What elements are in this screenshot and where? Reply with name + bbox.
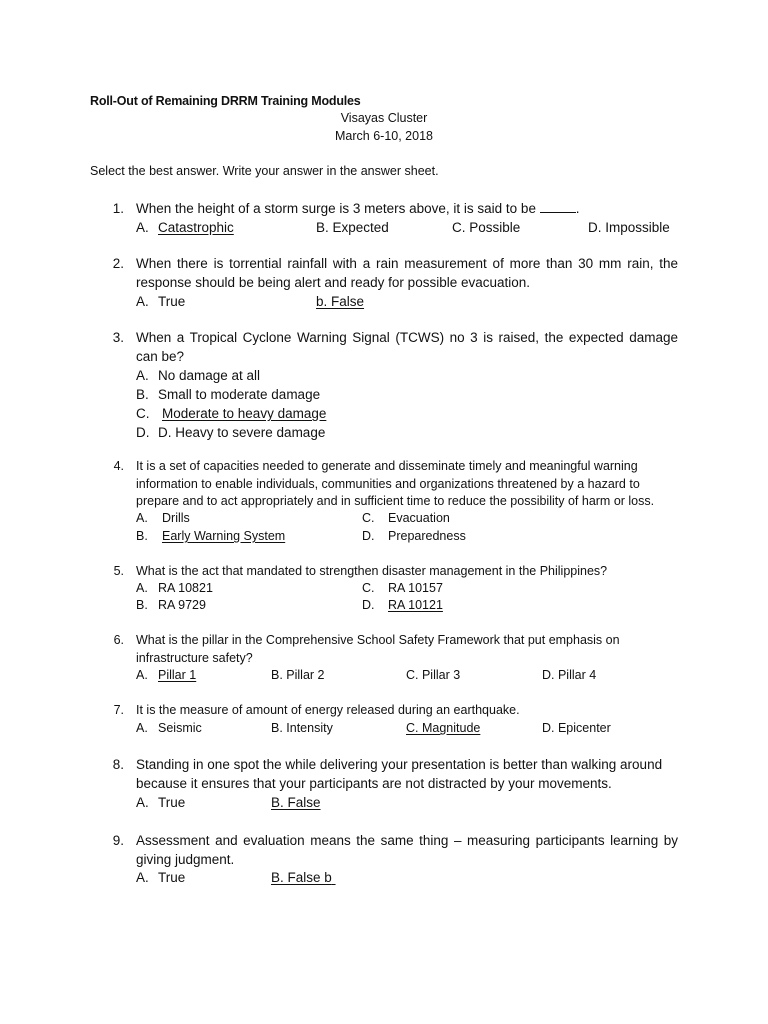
event-date: March 6-10, 2018 xyxy=(335,129,433,143)
option-a: A. Seismic xyxy=(136,721,202,735)
option-a: A. Pillar 1 xyxy=(136,668,197,682)
question-number: 8. xyxy=(112,757,124,772)
option-a: A. RA 10821 xyxy=(136,581,213,595)
option-b: B. Small to moderate damage xyxy=(136,387,321,402)
question-number: 3. xyxy=(112,330,124,345)
correct-answer: RA 10121 xyxy=(388,598,443,612)
cluster-name: Visayas Cluster xyxy=(340,111,428,125)
document-title: Roll-Out of Remaining DRRM Training Modules xyxy=(90,94,361,108)
option-d: D. Epicenter xyxy=(542,721,611,735)
question-text: What is the act that mandated to strengthen disaster management in the Philippines? xyxy=(136,564,608,578)
option-c: C. Possible xyxy=(452,220,521,235)
answer-blank xyxy=(540,201,576,213)
question-number: 2. xyxy=(112,256,124,271)
question-number: 4. xyxy=(113,459,124,473)
question-number: 9. xyxy=(112,833,124,848)
option-c: C. RA 10157 xyxy=(362,581,443,595)
option-c: C. Evacuation xyxy=(362,511,450,525)
option-d: D. Preparedness xyxy=(362,529,466,543)
correct-answer: Moderate to heavy damage xyxy=(162,406,327,421)
option-c: C. Pillar 3 xyxy=(406,668,461,682)
question-number: 6. xyxy=(113,633,124,647)
question-number: 7. xyxy=(113,703,124,717)
option-b: B. Expected xyxy=(316,220,389,235)
question-text: When there is torrential rainfall with a rain measurement of more than 30 mm rain, the response should be being alert and ready for possible evacuation. xyxy=(136,256,678,290)
correct-answer: B. False xyxy=(271,795,321,810)
option-a: A. True xyxy=(136,795,186,810)
option-d: D. RA 10121 xyxy=(362,598,443,612)
option-a: A. Catastrophic xyxy=(136,220,234,235)
option-a: A. Drills xyxy=(136,511,190,525)
option-a: A. No damage at all xyxy=(136,368,261,383)
option-b: B. Pillar 2 xyxy=(271,668,325,682)
instructions: Select the best answer. Write your answer in the answer sheet. xyxy=(90,164,439,178)
question-text: Assessment and evaluation means the same thing – measuring participants learning by giving judgment. xyxy=(136,833,678,867)
option-a: A. True xyxy=(136,870,186,885)
question-text: It is the measure of amount of energy released during an earthquake. xyxy=(136,703,520,717)
option-a: A. True xyxy=(136,294,186,309)
question-text: When the height of a storm surge is 3 meters above, it is said to be . xyxy=(136,201,580,216)
option-b: B. Early Warning System xyxy=(136,529,286,543)
correct-answer: Early Warning System xyxy=(162,529,286,543)
correct-answer: b. False xyxy=(316,294,365,309)
correct-answer: Pillar 1 xyxy=(158,668,197,682)
option-b: B. Intensity xyxy=(271,721,333,735)
correct-answer: C. Magnitude xyxy=(406,721,481,735)
correct-answer: B. False b xyxy=(271,870,332,885)
option-d: D. Pillar 4 xyxy=(542,668,597,682)
question-text: Standing in one spot the while delivering your presentation is better than walking around because it ensures that your participants are not distracted by your movements. xyxy=(136,757,663,791)
question-number: 1. xyxy=(112,201,124,216)
option-d: D. Impossible xyxy=(588,220,670,235)
correct-answer: Catastrophic xyxy=(158,220,234,235)
question-text: What is the pillar in the Comprehensive School Safety Framework that put emphasis on infrastructure safety? xyxy=(136,633,620,665)
option-b: B. RA 9729 xyxy=(136,598,206,612)
option-c: C. Moderate to heavy damage xyxy=(136,406,327,421)
question-text: It is a set of capacities needed to generate and disseminate timely and meaningful warning information to enable individuals, communities and organizations threatened by a hazard to prepare and to act appropriately and in sufficient time to reduce the possibility of harm or loss. xyxy=(136,459,655,508)
question-number: 5. xyxy=(113,564,124,578)
question-text: When a Tropical Cyclone Warning Signal (TCWS) no 3 is raised, the expected damage can be? xyxy=(136,330,678,364)
option-d: D. D. Heavy to severe damage xyxy=(136,425,326,440)
